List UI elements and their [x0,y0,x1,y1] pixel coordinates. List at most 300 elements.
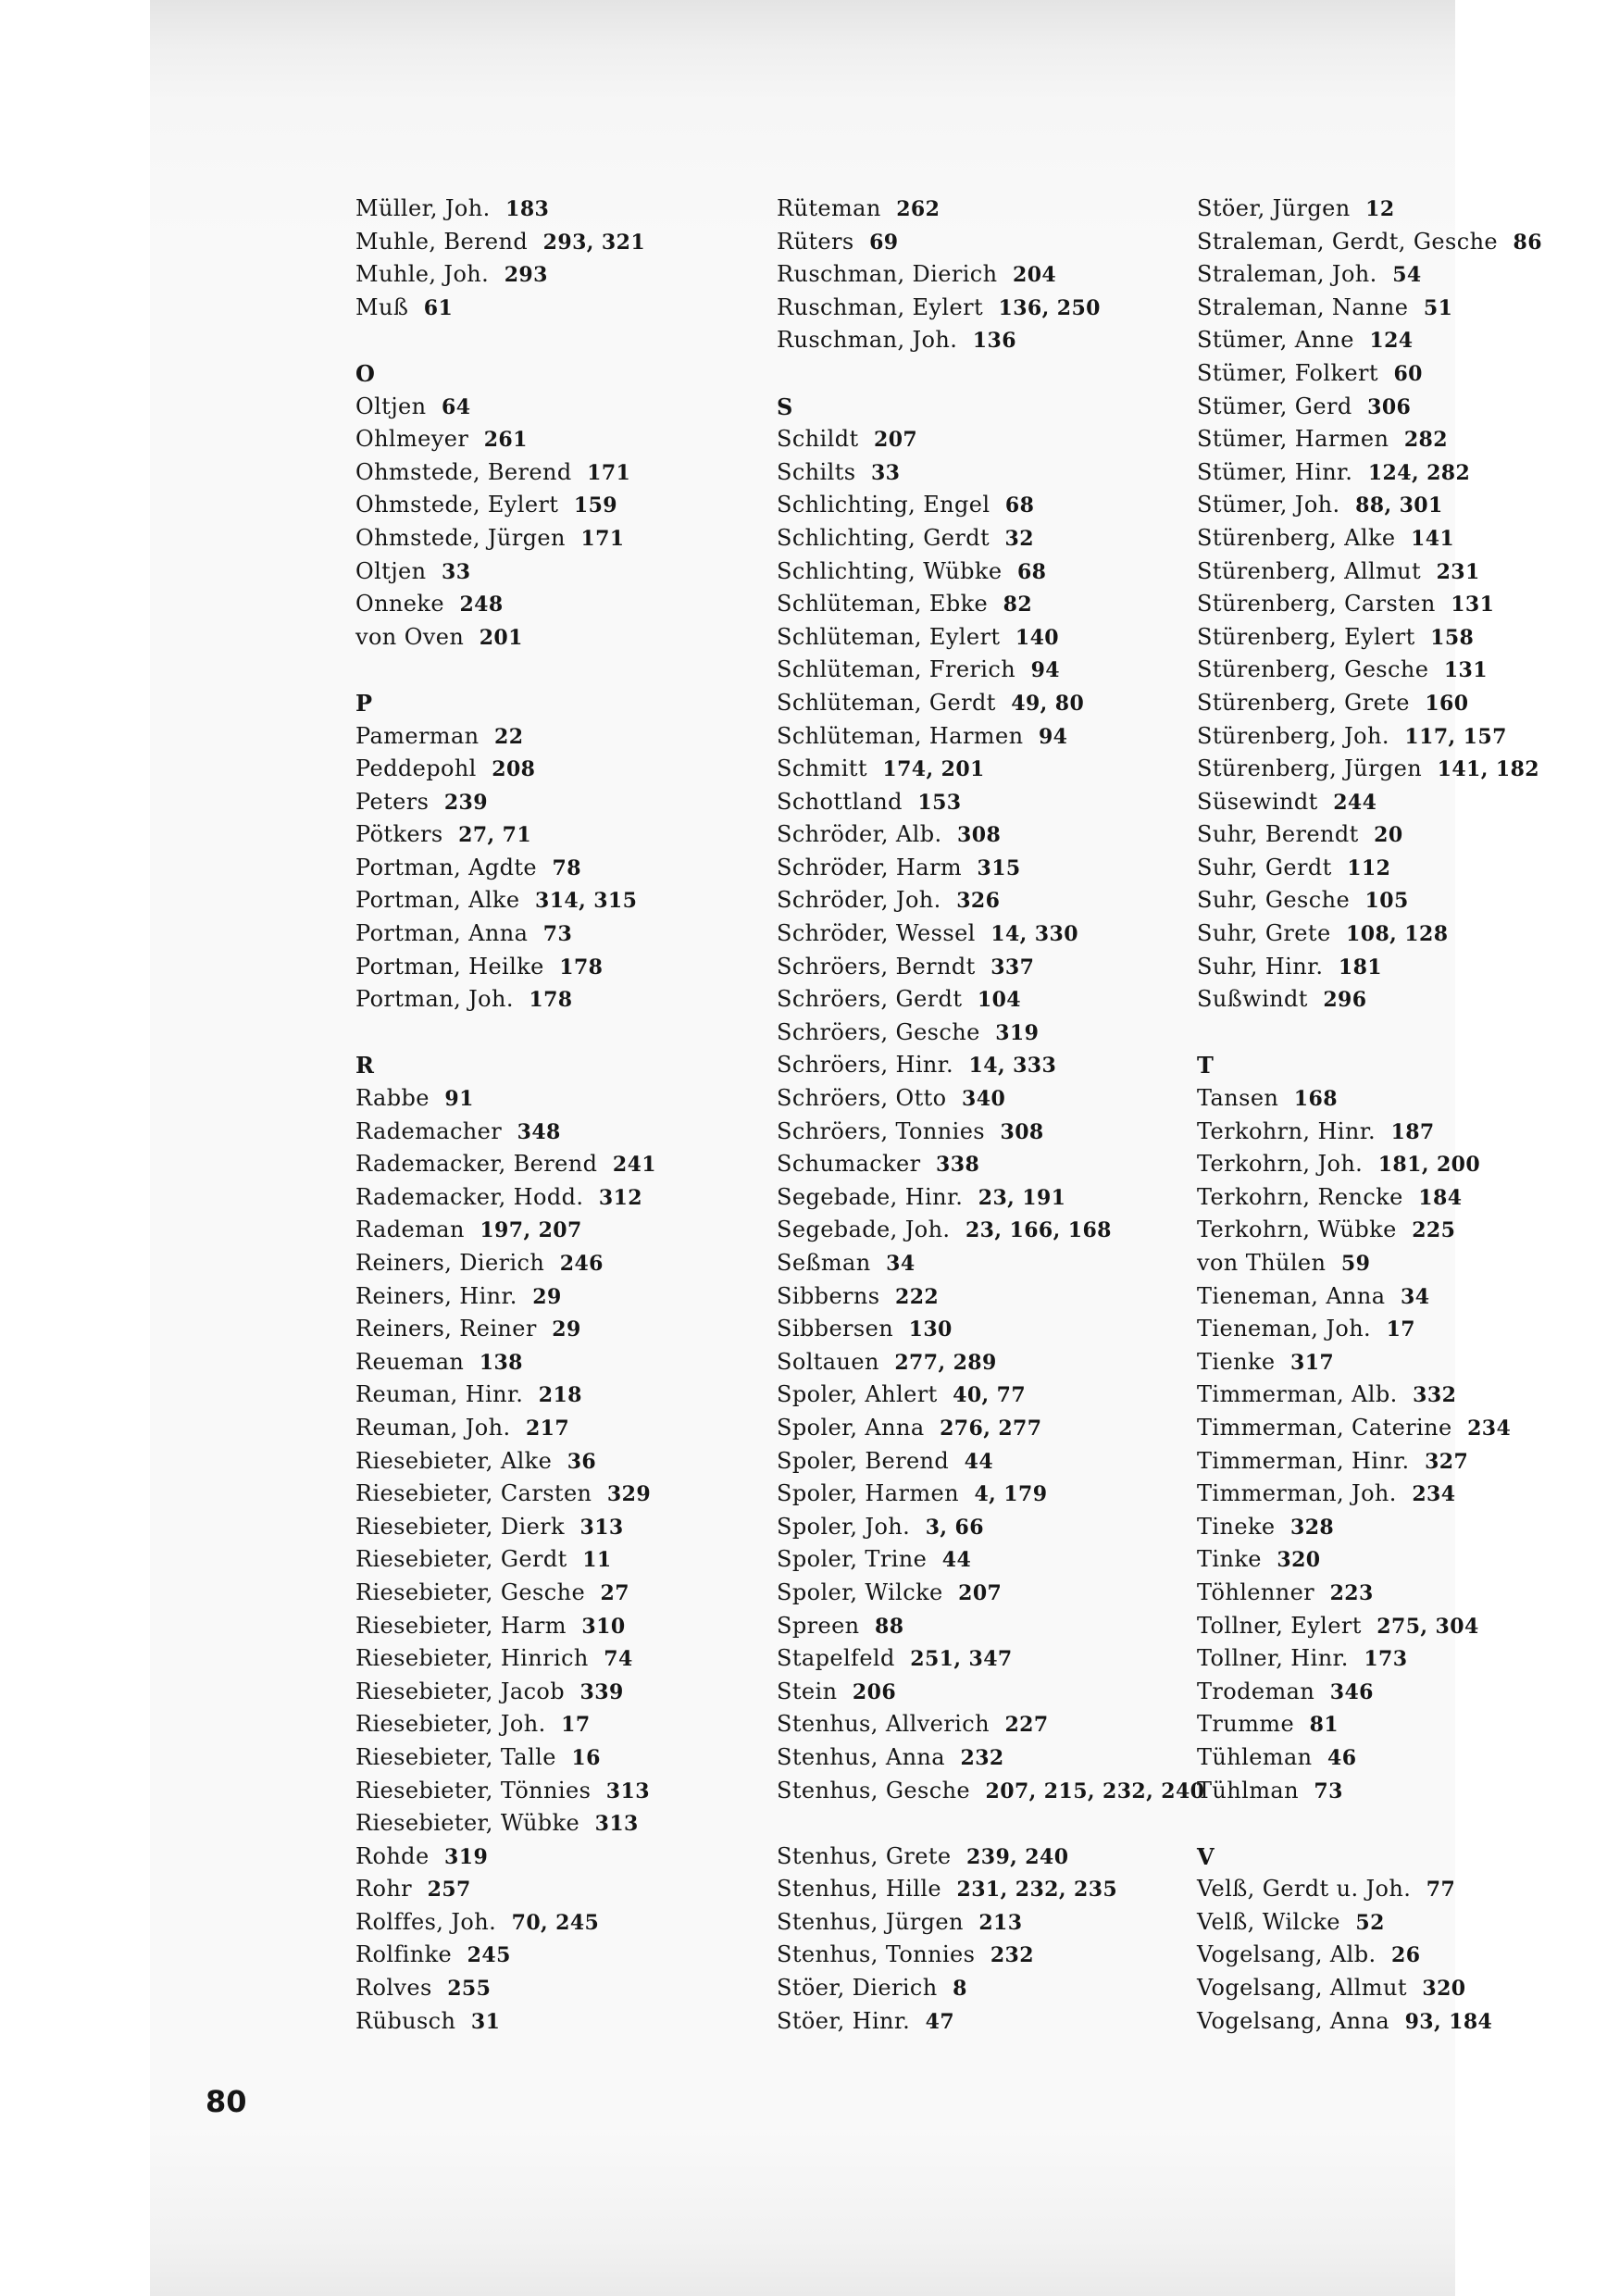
entry-name: Töhlenner [1197,1578,1315,1605]
entry-pages: 207 [874,428,918,453]
entry-pages: 14, 330 [990,922,1078,947]
entry-name: Terkohrn, Wübke [1197,1217,1397,1243]
entry-pages: 328 [1290,1515,1335,1540]
index-entry [777,654,1204,687]
index-entry [1197,1610,1542,1643]
index-entry [1197,489,1542,522]
entry-pages: 33 [870,460,901,485]
entry-name: Tineke [1197,1513,1276,1540]
entry-name: Rohde [355,1842,430,1869]
entry-name: Vogelsang, Allmut [1197,1975,1407,2002]
entry-pages: 86 [1513,230,1542,255]
index-entry [777,522,1204,555]
index-entry [777,621,1204,655]
entry-name: Rolves [355,1975,432,2002]
entry-name: Riesebieter, Tönnies [355,1777,592,1803]
index-entry [777,423,1204,456]
index-entry [777,292,1204,325]
index-entry [1197,456,1542,490]
index-entry [777,818,1204,852]
entry-name: Pötkers [355,821,443,848]
entry-pages: 23, 166, 168 [965,1218,1112,1243]
entry-name: Rademacher [355,1117,503,1144]
section-letter: P [355,689,373,717]
entry-name: Stürenberg, Gesche [1197,656,1429,683]
index-entry [777,1082,1204,1116]
entry-pages: 27 [600,1580,629,1605]
index-entry [1197,983,1542,1017]
entry-name: Riesebieter, Jacob [355,1678,566,1704]
entry-name: Spoler, Berend [777,1447,950,1474]
index-entry [1197,193,1542,226]
section-letter: T [1197,1052,1215,1079]
entry-name: Straleman, Nanne [1197,293,1409,320]
entry-pages: 306 [1367,394,1412,419]
entry-name: Riesebieter, Gerdt [355,1546,567,1573]
entry-name: Reuman, Hinr. [355,1381,524,1408]
index-entry [355,884,656,917]
entry-name: Terkohrn, Hinr. [1197,1117,1376,1144]
entry-pages: 31 [470,2009,501,2034]
entry-name: Schlüteman, Harmen [777,722,1024,749]
entry-pages: 206 [852,1679,897,1704]
entry-name: Schilts [777,458,856,485]
entry-name: Stümer, Anne [1197,327,1354,354]
entry-pages: 332 [1413,1383,1457,1408]
entry-name: Schröers, Hinr. [777,1052,954,1079]
index-entry [355,1708,656,1741]
entry-pages: 88 [875,1614,904,1639]
entry-pages: 78 [552,855,581,880]
index-column-1 [355,193,656,2038]
entry-pages: 11 [582,1548,612,1573]
entry-name: Schumacker [777,1151,921,1178]
index-entry [1197,1082,1542,1116]
entry-pages: 69 [869,230,899,255]
entry-name: Schröers, Berndt [777,953,976,980]
index-entry [1197,884,1542,917]
entry-pages: 225 [1412,1218,1456,1243]
index-entry [1197,588,1542,621]
index-entry [1197,1214,1542,1247]
entry-name: Schlichting, Wübke [777,557,1003,584]
section-letter: R [355,1052,375,1079]
entry-name: Suhr, Gerdt [1197,854,1332,880]
index-entry [777,258,1204,292]
entry-name: Schlüteman, Ebke [777,591,989,618]
entry-name: Süsewindt [1197,788,1318,815]
entry-pages: 16 [571,1745,601,1770]
index-entry [777,1379,1204,1412]
index-entry [355,391,656,424]
entry-pages: 231 [1436,559,1480,584]
entry-name: Tinke [1197,1546,1262,1573]
entry-name: Ruschman, Dierich [777,261,998,288]
entry-name: Tollner, Eylert [1197,1612,1362,1639]
entry-name: Tieneman, Anna [1197,1282,1386,1309]
index-entry [1197,654,1542,687]
index-entry [777,1642,1204,1676]
entry-name: Schlüteman, Gerdt [777,689,996,716]
entry-name: Tühlman [1197,1777,1299,1803]
index-entry [1197,687,1542,720]
index-entry [777,917,1204,951]
entry-pages: 153 [917,790,962,815]
entry-name: Ohlmeyer [355,426,469,453]
index-entry [1197,423,1542,456]
entry-pages: 338 [936,1153,980,1178]
index-entry [355,786,656,819]
entry-name: Suhr, Gesche [1197,887,1351,914]
entry-name: Schmitt [777,755,867,782]
entry-pages: 313 [594,1812,639,1837]
index-entry [777,1939,1204,1972]
entry-pages: 124 [1369,329,1414,354]
entry-name: Stürenberg, Grete [1197,689,1410,716]
entry-name: Tollner, Hinr. [1197,1645,1349,1672]
index-entry [1197,1313,1542,1346]
entry-pages: 339 [579,1679,624,1704]
entry-name: Müller, Joh. [355,195,491,221]
entry-pages: 319 [995,1020,1040,1045]
entry-name: Ruschman, Eylert [777,293,983,320]
index-entry [355,258,656,292]
index-entry [355,1741,656,1775]
entry-pages: 54 [1392,263,1422,288]
entry-pages: 131 [1443,658,1488,683]
entry-pages: 33 [442,559,471,584]
entry-pages: 60 [1393,361,1423,386]
index-entry [355,1412,656,1445]
entry-pages: 313 [579,1515,624,1540]
entry-pages: 293 [504,263,548,288]
index-entry [355,456,656,490]
index-entry [355,621,656,655]
index-entry [777,753,1204,786]
entry-name: Velß, Wilcke [1197,1908,1340,1935]
entry-pages: 348 [517,1119,561,1144]
index-entry [777,1445,1204,1479]
entry-pages: 241 [612,1153,657,1178]
index-entry [1197,852,1542,885]
entry-name: Tühleman [1197,1743,1313,1770]
index-entry [355,2005,656,2039]
entry-name: Stenhus, Grete [777,1842,952,1869]
entry-pages: 81 [1309,1713,1339,1738]
index-entry [355,1247,656,1280]
entry-pages: 201 [479,625,523,650]
index-entry [1197,226,1542,259]
entry-name: Schröers, Gesche [777,1018,980,1045]
entry-pages: 327 [1425,1449,1469,1474]
index-entry [1197,1577,1542,1610]
entry-name: Riesebieter, Hinrich [355,1645,589,1672]
entry-pages: 181, 200 [1377,1153,1481,1178]
entry-pages: 257 [427,1878,471,1903]
entry-name: Schröder, Harm [777,854,962,880]
entry-pages: 181 [1338,955,1383,980]
entry-name: Stenhus, Allverich [777,1711,990,1738]
entry-name: von Oven [355,623,465,650]
entry-pages: 171 [587,460,631,485]
entry-pages: 329 [606,1482,652,1507]
entry-pages: 34 [886,1252,916,1276]
index-entry [355,292,656,325]
entry-pages: 77 [1426,1878,1456,1903]
entry-name: Stürenberg, Allmut [1197,557,1422,584]
entry-pages: 187 [1390,1119,1435,1144]
entry-pages: 326 [956,889,1001,914]
index-entry [1197,1181,1542,1215]
index-entry [1197,1642,1542,1676]
entry-pages: 51 [1423,295,1453,320]
index-entry [1197,1741,1542,1775]
index-entry [355,489,656,522]
entry-name: Reiners, Reiner [355,1316,537,1342]
index-entry [355,1082,656,1116]
entry-name: Onneke [355,591,444,618]
section-gap [777,357,1204,391]
entry-name: Muhle, Joh. [355,261,490,288]
index-entry [1197,1543,1542,1577]
entry-pages: 340 [962,1087,1006,1112]
index-entry [1197,1412,1542,1445]
entry-name: Riesebieter, Dierk [355,1513,565,1540]
index-entry [777,1676,1204,1709]
index-entry [1197,1478,1542,1511]
entry-pages: 239, 240 [966,1844,1069,1869]
entry-name: Ohmstede, Berend [355,458,572,485]
entry-pages: 275, 304 [1377,1614,1479,1639]
index-entry [1197,1972,1542,2005]
entry-name: Rademacker, Hodd. [355,1183,584,1210]
entry-pages: 223 [1329,1580,1374,1605]
entry-pages: 141, 182 [1437,757,1539,782]
entry-pages: 244 [1333,790,1377,815]
index-entry [777,2005,1204,2039]
entry-name: Muß [355,293,409,320]
entry-pages: 17 [561,1713,591,1738]
entry-pages: 17 [1386,1317,1416,1342]
entry-name: Riesebieter, Gesche [355,1578,586,1605]
entry-pages: 317 [1290,1350,1335,1375]
entry-name: Timmerman, Caterine [1197,1414,1452,1441]
entry-name: Spoler, Harmen [777,1480,959,1507]
index-entry [1197,1906,1542,1940]
entry-name: Sußwindt [1197,986,1308,1013]
entry-name: Spoler, Anna [777,1414,925,1441]
entry-pages: 44 [964,1449,994,1474]
entry-name: Ruschman, Joh. [777,327,958,354]
entry-name: Rolfinke [355,1941,453,1968]
entry-pages: 261 [483,428,528,453]
entry-pages: 61 [423,295,454,320]
entry-pages: 29 [532,1284,562,1309]
entry-pages: 277, 289 [894,1350,997,1375]
index-entry [1197,1676,1542,1709]
index-entry [355,1116,656,1149]
index-entry [777,1906,1204,1940]
index-entry [777,1708,1204,1741]
entry-pages: 208 [492,757,536,782]
entry-name: Sibberns [777,1282,880,1309]
entry-pages: 234 [1467,1416,1512,1441]
index-entry [355,951,656,984]
section-letter: S [777,393,793,420]
entry-pages: 22 [494,724,524,749]
entry-name: Stöer, Jürgen [1197,195,1351,221]
index-entry [1197,522,1542,555]
entry-pages: 319 [444,1844,489,1869]
index-entry [355,1610,656,1643]
index-entry [777,1610,1204,1643]
entry-name: Spoler, Wilcke [777,1578,943,1605]
entry-pages: 130 [908,1317,953,1342]
entry-name: Stürenberg, Carsten [1197,591,1436,618]
section-gap [1197,1017,1542,1050]
entry-pages: 159 [573,493,617,518]
index-entry [355,555,656,589]
index-entry [1197,951,1542,984]
index-entry [777,1478,1204,1511]
entry-name: Velß, Gerdt u. Joh. [1197,1876,1412,1903]
entry-pages: 112 [1347,855,1391,880]
entry-name: Stapelfeld [777,1645,895,1672]
entry-pages: 217 [525,1416,570,1441]
index-entry [777,1214,1204,1247]
entry-name: Vogelsang, Anna [1197,2007,1390,2034]
entry-pages: 47 [925,2009,955,2034]
entry-name: Stümer, Gerd [1197,393,1352,419]
index-entry [1197,1346,1542,1379]
entry-name: Stürenberg, Alke [1197,524,1396,551]
entry-name: Oltjen [355,393,427,419]
entry-pages: 68 [1004,493,1035,518]
entry-pages: 12 [1365,197,1395,221]
entry-pages: 32 [1004,526,1034,551]
index-entry [355,1214,656,1247]
entry-pages: 117, 157 [1404,724,1507,749]
entry-name: Ohmstede, Eylert [355,492,559,518]
index-entry [355,193,656,226]
entry-name: Schottland [777,788,903,815]
entry-pages: 312 [598,1185,643,1210]
entry-pages: 227 [1004,1713,1049,1738]
entry-name: Riesebieter, Talle [355,1743,556,1770]
index-entry [1197,324,1542,357]
entry-name: Straleman, Joh. [1197,261,1377,288]
entry-name: Stöer, Dierich [777,1975,938,2002]
entry-name: Rüters [777,228,854,255]
entry-pages: 140 [1015,625,1060,650]
entry-name: Segebade, Joh. [777,1217,951,1243]
entry-name: Timmerman, Alb. [1197,1381,1398,1408]
entry-pages: 94 [1038,724,1068,749]
entry-name: Pamerman [355,722,480,749]
index-entry [777,687,1204,720]
entry-name: Tieneman, Joh. [1197,1316,1372,1342]
entry-name: Schlüteman, Eylert [777,623,1001,650]
entry-pages: 26 [1391,1943,1421,1968]
index-entry [777,1313,1204,1346]
entry-name: Stenhus, Jürgen [777,1908,964,1935]
index-entry [355,1873,656,1906]
index-entry [777,1841,1204,1874]
entry-name: Schlichting, Gerdt [777,524,990,551]
index-entry [355,1906,656,1940]
entry-pages: 136 [972,329,1016,354]
entry-pages: 308 [957,823,1002,848]
index-entry [777,1280,1204,1314]
section-letter: O [355,359,376,387]
entry-name: Terkohrn, Rencke [1197,1183,1403,1210]
index-entry [355,1577,656,1610]
entry-name: Rolffes, Joh. [355,1908,497,1935]
index-entry [355,1445,656,1479]
entry-name: Stenhus, Anna [777,1743,945,1770]
index-entry [355,1841,656,1874]
entry-name: Muhle, Berend [355,228,529,255]
index-entry [1197,753,1542,786]
entry-pages: 14, 333 [968,1054,1057,1079]
entry-pages: 251, 347 [910,1647,1013,1672]
entry-pages: 171 [580,526,625,551]
entry-pages: 184 [1418,1185,1463,1210]
index-entry [355,1642,656,1676]
entry-pages: 44 [941,1548,972,1573]
entry-pages: 183 [505,197,550,221]
entry-name: Sibbersen [777,1316,894,1342]
entry-name: Stein [777,1678,838,1704]
entry-pages: 8 [953,1977,967,2002]
entry-name: Terkohrn, Joh. [1197,1151,1364,1178]
entry-pages: 136, 250 [998,295,1101,320]
entry-pages: 73 [1314,1778,1343,1803]
entry-name: Soltauen [777,1348,879,1375]
entry-pages: 246 [559,1252,604,1276]
index-entry [1197,1379,1542,1412]
index-entry [355,1346,656,1379]
entry-name: Stürenberg, Eylert [1197,623,1415,650]
entry-pages: 308 [1000,1119,1044,1144]
index-entry [1197,818,1542,852]
entry-pages: 124, 282 [1367,460,1471,485]
entry-name: Portman, Agdte [355,854,538,880]
index-entry [355,1148,656,1181]
entry-pages: 27, 71 [458,823,532,848]
index-entry [777,852,1204,885]
entry-pages: 213 [978,1910,1023,1935]
entry-name: Riesebieter, Harm [355,1612,567,1639]
entry-name: Rüteman [777,195,881,221]
index-entry [355,1313,656,1346]
entry-pages: 245 [467,1943,511,1968]
entry-pages: 23, 191 [978,1185,1066,1210]
section-gap [355,654,656,687]
section-letter: V [1197,1842,1215,1870]
entry-pages: 173 [1364,1647,1408,1672]
entry-name: Timmerman, Hinr. [1197,1447,1410,1474]
entry-pages: 4, 179 [974,1482,1048,1507]
index-entry [777,1116,1204,1149]
index-entry [355,1543,656,1577]
entry-pages: 197, 207 [480,1218,582,1243]
index-entry [1197,917,1542,951]
entry-pages: 346 [1329,1679,1374,1704]
entry-name: Stenhus, Tonnies [777,1941,976,1968]
entry-pages: 52 [1355,1910,1385,1935]
section-gap [355,324,656,357]
